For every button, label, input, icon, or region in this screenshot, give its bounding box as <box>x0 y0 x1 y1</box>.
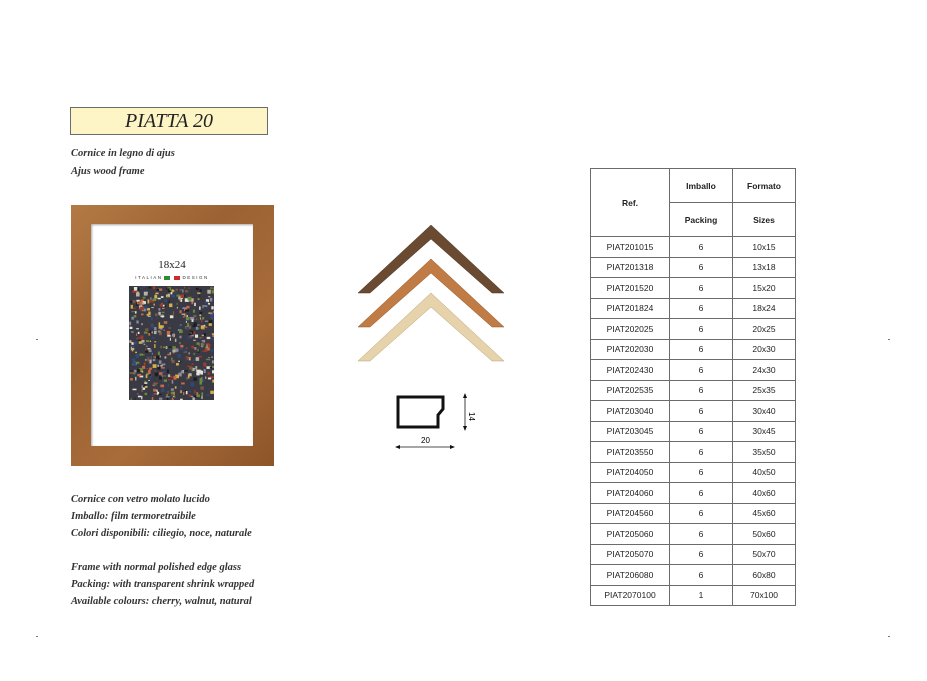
packing-cell: 6 <box>670 462 733 483</box>
width-label: 20 <box>421 436 430 445</box>
width-arrow-left <box>395 445 400 449</box>
ref-cell: PIAT2070100 <box>591 585 670 606</box>
subtitle-italian: Cornice in legno di ajus <box>71 148 175 159</box>
size-cell: 40x50 <box>733 462 796 483</box>
table-row <box>591 421 796 442</box>
brand-label <box>91 275 253 280</box>
frame-profile-samples <box>358 225 504 365</box>
ref-cell: PIAT201015 <box>591 237 670 258</box>
ref-cell: PIAT202535 <box>591 380 670 401</box>
description-en-2: Packing: with transparent shrink wrapped <box>71 579 255 590</box>
packing-cell: 6 <box>670 339 733 360</box>
ref-cell: PIAT204060 <box>591 483 670 504</box>
header-formato: Formato <box>733 169 796 203</box>
table-row <box>591 483 796 504</box>
ref-cell: PIAT204050 <box>591 462 670 483</box>
packing-cell: 1 <box>670 585 733 606</box>
height-label: 14 <box>467 412 476 421</box>
table-row <box>591 319 796 340</box>
description-it-1: Cornice con vetro molato lucido <box>71 494 210 505</box>
ref-cell: PIAT205060 <box>591 524 670 545</box>
size-cell: 25x35 <box>733 380 796 401</box>
header-ref: Ref. <box>591 169 670 237</box>
packing-cell: 6 <box>670 257 733 278</box>
packing-cell: 6 <box>670 319 733 340</box>
ref-cell: PIAT201318 <box>591 257 670 278</box>
size-cell: 20x30 <box>733 339 796 360</box>
packing-cell: 6 <box>670 298 733 319</box>
header-packing: Packing <box>670 203 733 237</box>
ref-cell: PIAT203040 <box>591 401 670 422</box>
table-row <box>591 360 796 381</box>
crop-mark <box>888 339 890 340</box>
frame-photo <box>71 205 274 466</box>
table-row <box>591 442 796 463</box>
crop-mark <box>36 339 38 340</box>
size-cell: 30x45 <box>733 421 796 442</box>
header-imballo: Imballo <box>670 169 733 203</box>
table-row <box>591 462 796 483</box>
packing-cell: 6 <box>670 503 733 524</box>
table-row <box>591 503 796 524</box>
table-row <box>591 257 796 278</box>
photo-size-label: 18x24 <box>158 259 186 271</box>
size-cell: 70x100 <box>733 585 796 606</box>
packing-cell: 6 <box>670 360 733 381</box>
packing-cell: 6 <box>670 483 733 504</box>
size-cell: 10x15 <box>733 237 796 258</box>
table-row <box>591 565 796 586</box>
size-cell: 45x60 <box>733 503 796 524</box>
description-en-1: Frame with normal polished edge glass <box>71 562 242 573</box>
height-arrow-bottom <box>463 426 467 431</box>
ref-cell: PIAT206080 <box>591 565 670 586</box>
table-row <box>591 278 796 299</box>
size-cell: 24x30 <box>733 360 796 381</box>
natural-profile <box>358 293 504 361</box>
size-cell: 50x60 <box>733 524 796 545</box>
sizes-table <box>590 168 796 606</box>
packing-cell: 6 <box>670 421 733 442</box>
packing-cell: 6 <box>670 380 733 401</box>
width-arrow-right <box>450 445 455 449</box>
table-row <box>591 544 796 565</box>
subtitle-english: Ajus wood frame <box>71 166 145 177</box>
packing-cell: 6 <box>670 442 733 463</box>
description-it-3: Colori disponibili: ciliegio, noce, naturale <box>71 528 252 539</box>
profile-section-shape <box>398 397 443 427</box>
table-row <box>591 339 796 360</box>
brand-left-text: ITALIAN <box>135 275 163 280</box>
table-row <box>591 380 796 401</box>
size-cell: 40x60 <box>733 483 796 504</box>
size-cell: 18x24 <box>733 298 796 319</box>
brand-right-text: DESIGN <box>182 275 209 280</box>
profile-section-diagram <box>393 387 478 452</box>
packing-cell: 6 <box>670 565 733 586</box>
size-cell: 35x50 <box>733 442 796 463</box>
ref-cell: PIAT201520 <box>591 278 670 299</box>
ref-cell: PIAT204560 <box>591 503 670 524</box>
page-title: PIATTA 20 <box>70 107 268 135</box>
description-it-2: Imballo: film termoretraibile <box>71 511 196 522</box>
size-cell: 13x18 <box>733 257 796 278</box>
ref-cell: PIAT205070 <box>591 544 670 565</box>
packing-cell: 6 <box>670 544 733 565</box>
packing-cell: 6 <box>670 278 733 299</box>
table-body <box>591 237 796 606</box>
height-arrow-top <box>463 393 467 398</box>
crop-mark <box>36 636 38 637</box>
table-row <box>591 237 796 258</box>
ref-cell: PIAT202025 <box>591 319 670 340</box>
size-cell: 15x20 <box>733 278 796 299</box>
packing-cell: 6 <box>670 237 733 258</box>
table-row <box>591 585 796 606</box>
size-cell: 60x80 <box>733 565 796 586</box>
crop-mark <box>888 636 890 637</box>
header-sizes: Sizes <box>733 203 796 237</box>
ref-cell: PIAT201824 <box>591 298 670 319</box>
table-row <box>591 524 796 545</box>
packing-cell: 6 <box>670 401 733 422</box>
ref-cell: PIAT203045 <box>591 421 670 442</box>
packing-cell: 6 <box>670 524 733 545</box>
mosaic-artwork <box>129 286 214 400</box>
table-row <box>591 298 796 319</box>
size-cell: 20x25 <box>733 319 796 340</box>
size-cell: 50x70 <box>733 544 796 565</box>
ref-cell: PIAT202030 <box>591 339 670 360</box>
table-row <box>591 401 796 422</box>
ref-cell: PIAT203550 <box>591 442 670 463</box>
size-cell: 30x40 <box>733 401 796 422</box>
description-en-3: Available colours: cherry, walnut, natural <box>71 596 252 607</box>
frame-mat <box>91 224 253 446</box>
ref-cell: PIAT202430 <box>591 360 670 381</box>
